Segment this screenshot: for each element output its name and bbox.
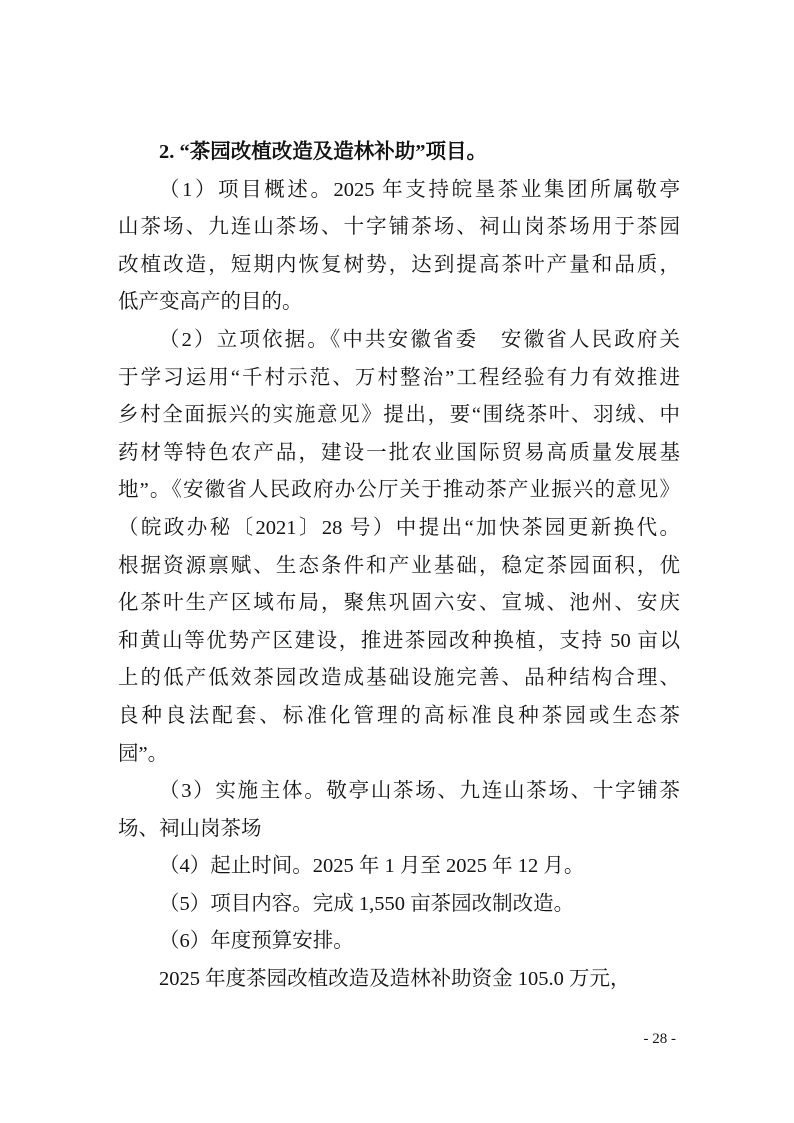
para-2-line-2: 于学习运用“千村示范、万村整治”工程经验有力有效推进 (118, 366, 680, 389)
para-1-line-4: 低产变高产的目的。 (118, 291, 303, 314)
para-2-line-10: 上的低产低效茶园改造成基础设施完善、品种结构合理、 (118, 667, 680, 690)
para-6-line-1: （6）年度预算安排。 (159, 930, 354, 953)
para-2-line-7: 根据资源禀赋、生态条件和产业基础，稳定茶园面积，优 (118, 554, 680, 577)
section-heading: 2. “茶园改植改造及造林补助”项目。 (159, 141, 487, 163)
para-5-line-1: （5）项目内容。完成 1,550 亩茶园改制改造。 (159, 892, 575, 915)
paragraph-5 (118, 886, 680, 924)
paragraph-3 (118, 773, 680, 848)
page-number: - 28 - (643, 1031, 676, 1047)
para-2-line-12: 园”。 (118, 742, 169, 765)
document-body (118, 134, 680, 999)
para-7-line-1: 2025 年度茶园改植改造及造林补助资金 105.0 万元， (159, 968, 631, 991)
para-1-line-2: 山茶场、九连山茶场、十字铺茶场、祠山岗茶场用于茶园 (118, 216, 680, 239)
paragraph-4 (118, 848, 680, 886)
para-3-line-2: 场、祠山岗茶场 (118, 817, 262, 840)
para-1-line-1: （1）项目概述。2025 年支持皖垦茶业集团所属敬亭 (159, 178, 680, 201)
para-2-line-1: （2）立项依据。《中共安徽省委 安徽省人民政府关 (159, 328, 680, 351)
paragraph-7 (118, 961, 680, 999)
para-2-line-5: 地”。《安徽省人民政府办公厅关于推动茶产业振兴的意见》 (118, 479, 680, 502)
para-3-line-1: （3）实施主体。敬亭山茶场、九连山茶场、十字铺茶 (159, 780, 680, 803)
paragraph-6 (118, 923, 680, 961)
para-2-line-6: （皖政办秘〔2021〕28 号）中提出“加快茶园更新换代。 (118, 516, 680, 539)
para-4-line-1: （4）起止时间。2025 年 1 月至 2025 年 12 月。 (159, 855, 585, 878)
para-2-line-9: 和黄山等优势产区建设，推进茶园改种换植，支持 50 亩以 (118, 629, 680, 652)
para-2-line-8: 化茶叶生产区域布局，聚焦巩固六安、宣城、池州、安庆 (118, 592, 680, 615)
para-2-line-3: 乡村全面振兴的实施意见》提出，要“围绕茶叶、羽绒、中 (118, 404, 680, 427)
paragraph-2 (118, 322, 680, 773)
para-2-line-11: 良种良法配套、标准化管理的高标准良种茶园或生态茶 (118, 704, 680, 727)
para-2-line-4: 药材等特色农产品，建设一批农业国际贸易高质量发展基 (118, 441, 680, 464)
para-1-line-3: 改植改造，短期内恢复树势，达到提高茶叶产量和品质， (118, 253, 680, 276)
paragraph-1 (118, 172, 680, 322)
